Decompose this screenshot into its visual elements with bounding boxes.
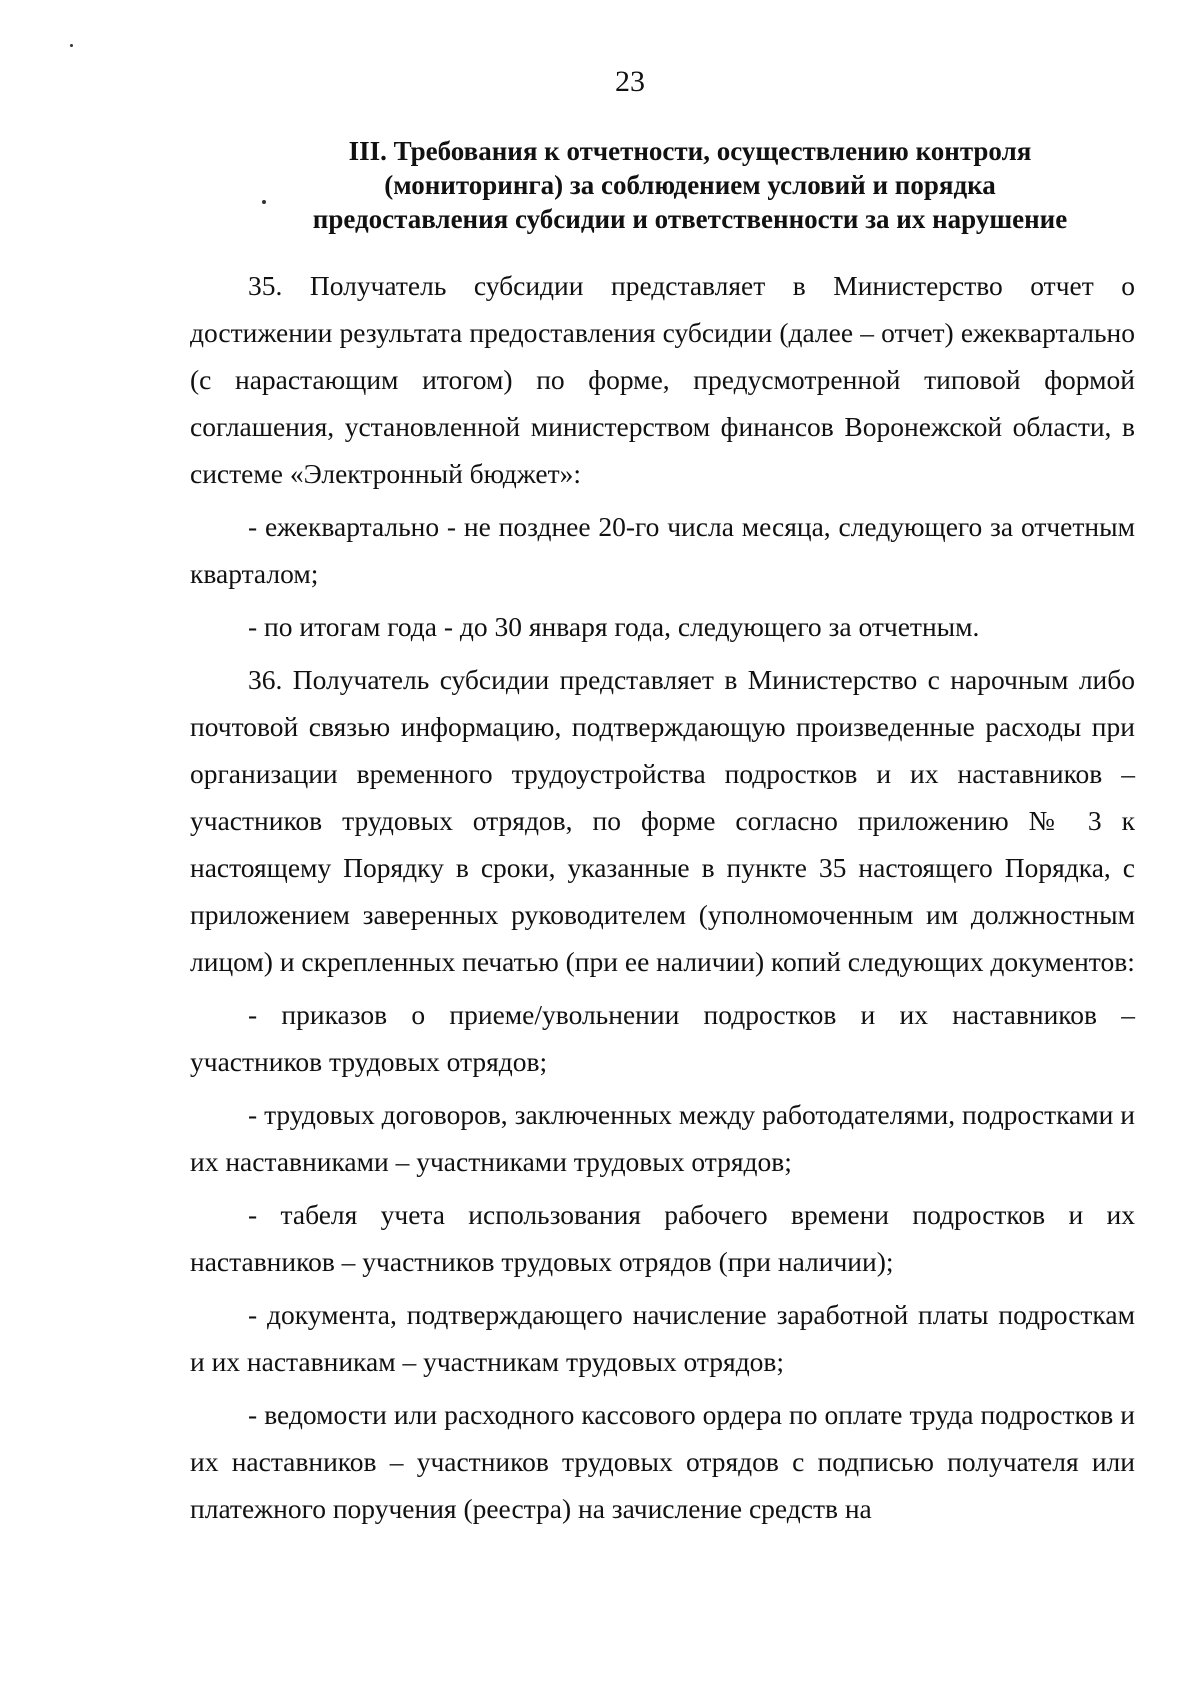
scan-speck	[70, 44, 73, 47]
list-item: - приказов о приеме/увольнении подростков и их наставников – участников трудовых отрядов;	[190, 999, 1135, 1077]
paragraph-35: 35. Получатель субсидии представляет в Министерство отчет о достижении результата предоставления субсидии (далее – отчет) ежеквартально (с нарастающим итогом) по форме, предусмотренной типовой формой соглашения, установленной министерством финансов Воронежской области, в системе «Электронный бюджет»:	[190, 270, 1135, 489]
list-item: - ведомости или расходного кассового ордера по оплате труда подростков и их наставников – участников трудовых отрядов с подписью получателя или платежного поручения (реестра) на зачисление средств на	[190, 1399, 1135, 1524]
page-number: 23	[615, 65, 645, 98]
list-item: - по итогам года - до 30 января года, следующего за отчетным.	[248, 611, 980, 642]
list-item: - документа, подтверждающего начисление заработной платы подросткам и их наставникам – участникам трудовых отрядов;	[190, 1299, 1135, 1377]
body-text	[190, 262, 1135, 1532]
list-item: - трудовых договоров, заключенных между работодателями, подростками и их наставниками – участниками трудовых отрядов;	[190, 1099, 1135, 1177]
heading-line: (мониторинга) за соблюдением условий и порядка	[384, 170, 996, 200]
list-item: - ежеквартально - не позднее 20-го числа месяца, следующего за отчетным кварталом;	[190, 511, 1135, 589]
list-item: - табеля учета использования рабочего времени подростков и их наставников – участников трудовых отрядов (при наличии);	[190, 1199, 1135, 1277]
scan-speck	[262, 200, 266, 204]
heading-line: III. Требования к отчетности, осуществлению контроля	[348, 136, 1032, 166]
heading-line: предоставления субсидии и ответственности за их нарушение	[312, 204, 1068, 234]
paragraph-36: 36. Получатель субсидии представляет в Министерство с нарочным либо почтовой связью информацию, подтверждающую произведенные расходы при организации временного трудоустройства подростков и их наставников – участников трудовых отрядов, по форме согласно приложению № 3 к настоящему Порядку в сроки, указанные в пункте 35 настоящего Порядка, с приложением заверенных руководителем (уполномоченным им должностным лицом) и скрепленных печатью (при ее наличии) копий следующих документов:	[190, 664, 1135, 977]
section-heading	[290, 134, 1090, 236]
